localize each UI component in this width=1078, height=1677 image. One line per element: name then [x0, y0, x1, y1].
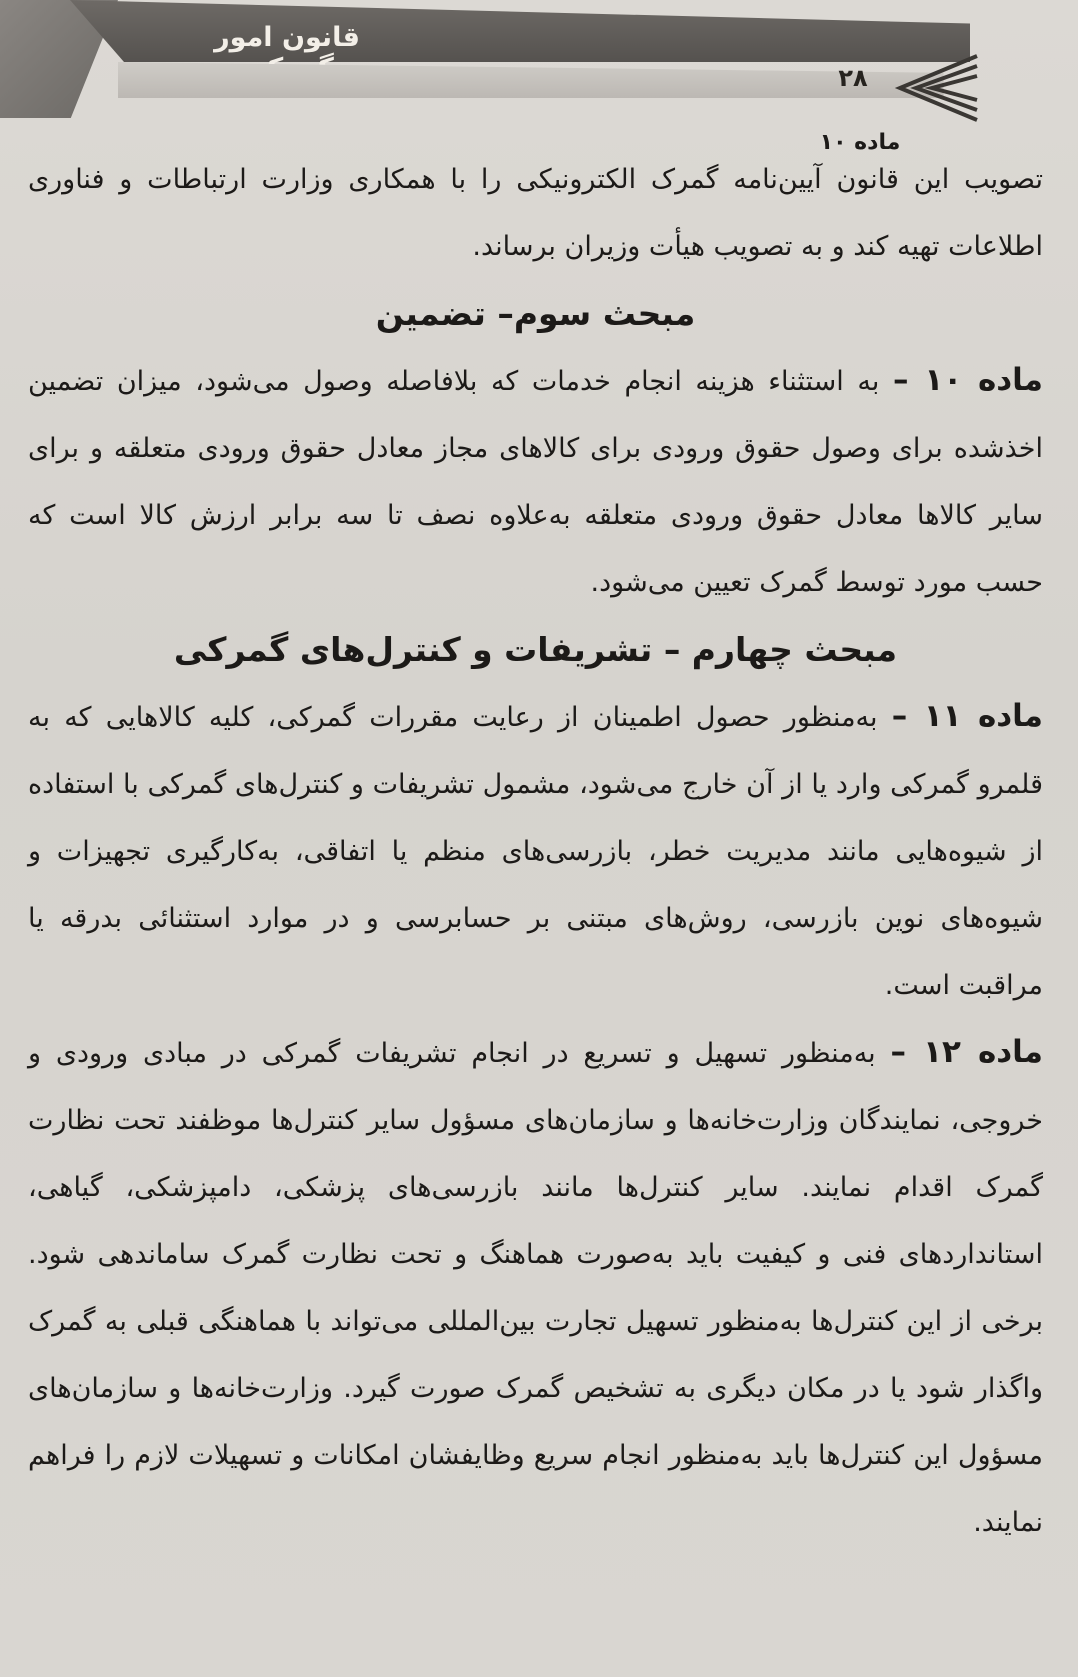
section-heading-controls: مبحث چهارم – تشریفات و کنترل‌های گمرکی: [173, 630, 898, 669]
running-header-title: قانون امور: [214, 22, 360, 53]
article-11-text: به‌منظور حصول اطمینان از رعایت مقررات گمرکی، کلیه کالاهایی که به قلمرو گمرکی وارد یا از آن خارج می‌شود، مشمول تشریفات و کنترل‌های گمرکی با استفاده از شیوه‌هایی مانند مدیریت خطر، بازرسی‌های منظم یا اتفاقی، به‌کارگیری تجهیزات و شیوه‌های نوین بازرسی، روش‌های مبتنی بر حسابرسی و در موارد استثنائی بدرقه یا مراقبت است.: [28, 702, 1043, 1001]
article-11-paragraph: [28, 683, 1043, 1019]
section-intro-paragraph: [28, 132, 1043, 280]
article-10-paragraph: [28, 347, 1043, 616]
page-body: [28, 132, 1043, 1556]
section-heading-guarantee: مبحث سوم– تضمین: [375, 294, 696, 333]
chevron-ornament-icon: [882, 48, 982, 138]
article-12-text: به‌منظور تسهیل و تسریع در انجام تشریفات گمرکی در مبادی ورودی و خروجی، نمایندگان وزارت‌خانه‌ها و سازمان‌های مسؤول سایر کنترل‌ها موظفند تحت نظارت گمرک اقدام نمایند. سایر کنترل‌ها مانند بازرسی‌های پزشکی، دامپزشکی، گیاهی، استانداردهای فنی و کیفیت باید به‌صورت هماهنگ و تحت نظارت گمرک ساماندهی شود. برخی از این کنترل‌ها به‌منظور تسهیل تجارت بین‌المللی می‌تواند با هماهنگی قبلی به گمرک واگذار شود یا در مکان دیگری به تشخیص گمرک صورت گیرد. وزارت‌خانه‌ها و سازمان‌های مسؤول این کنترل‌ها باید به‌منظور انجام سریع وظایفشان امکانات و تسهیلات لازم را فراهم نمایند.: [28, 1038, 1043, 1538]
article-11-label: ماده ۱۱ –: [891, 698, 1043, 734]
article-10-label: ماده ۱۰ –: [893, 362, 1044, 398]
article-12-label: ماده ۱۲ –: [890, 1034, 1043, 1070]
article-12-paragraph: [28, 1019, 1043, 1556]
article-reference-label: ماده ۱۰: [819, 130, 901, 155]
section-intro-text: تصویب این قانون آیین‌نامه گمرک الکترونیکی را با همکاری وزارت ارتباطات و فناوری اطلاعات تهیه کند و به تصویب هیأت وزیران برساند.: [28, 164, 1043, 262]
page-number: ۲۸: [838, 64, 868, 92]
article-10-text: به استثناء هزینه انجام خدمات که بلافاصله وصول می‌شود، میزان تضمین اخذشده برای وصول حقوق ورودی برای کالاهای مجاز معادل حقوق ورودی متعلقه و برای سایر کالاها معادل حقوق ورودی متعلقه به‌علاوه نصف تا سه برابر ارزش کالا است که حسب مورد توسط گمرک تعیین می‌شود.: [28, 366, 1043, 598]
